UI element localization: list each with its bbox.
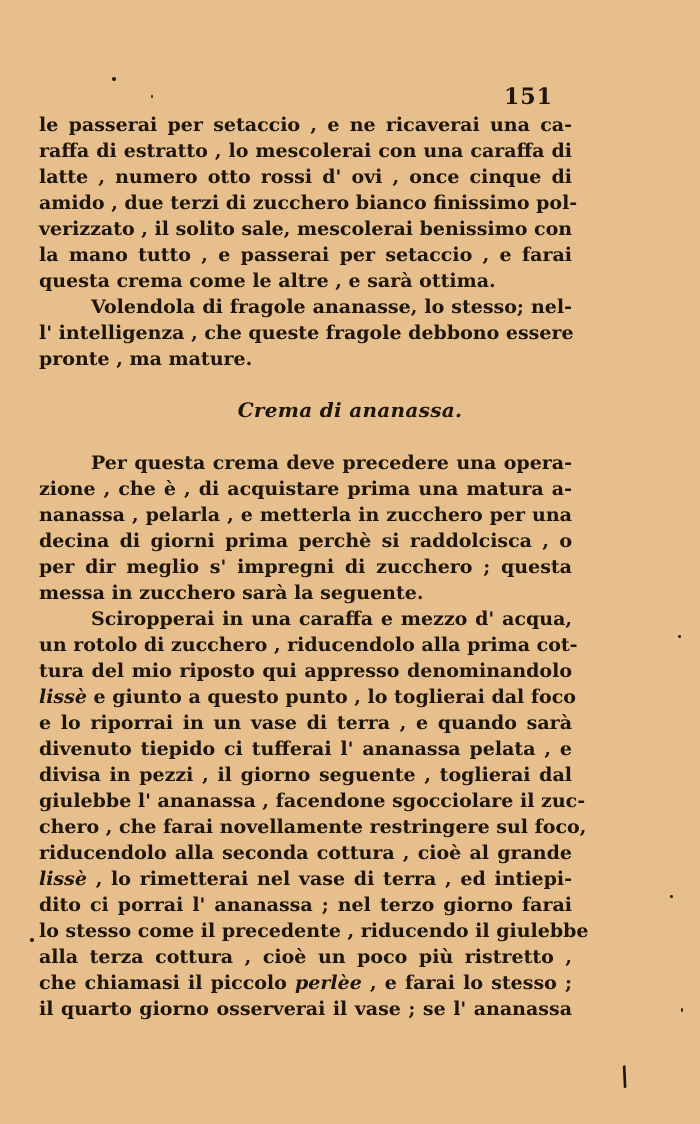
text-line: nanassa , pelarla , e metterla in zucchero per una — [39, 504, 572, 526]
text-line: riducendolo alla seconda cottura , cioè al grande — [39, 842, 572, 864]
text-line: divenuto tiepido ci tufferai l' ananassa pelata , e — [39, 738, 572, 760]
text-line: amido , due terzi di zucchero bianco finissimo pol- — [39, 192, 578, 214]
text-line: latte , numero otto rossi d' ovi , once cinque di — [39, 166, 572, 188]
text-line: decina di giorni prima perchè si raddolcisca , o — [39, 530, 572, 552]
text-line: le passerai per setaccio , e ne ricaverai una ca- — [39, 114, 572, 136]
text-line: alla terza cottura , cioè un poco più ristretto , — [39, 946, 572, 968]
text-line: per dir meglio s' impregni di zucchero ; questa — [39, 556, 572, 578]
text-line — [39, 684, 576, 710]
ink-speck — [670, 895, 673, 898]
text-line: Volendola di fragole ananasse, lo stesso; nel- — [91, 296, 572, 318]
ink-mark-icon: ∕ — [615, 1061, 635, 1093]
text-line: divisa in pezzi , il giorno seguente , toglierai dal — [39, 764, 572, 786]
text-line — [39, 866, 572, 892]
text-line: l' intelligenza , che queste fragole debbono essere — [39, 322, 574, 344]
section-heading: Crema di ananassa. — [237, 398, 463, 422]
text-line: Per questa crema deve precedere una opera- — [91, 452, 572, 474]
text-line: Sciropperai in una caraffa e mezzo d' acqua, — [91, 608, 572, 630]
text-line: lo stesso come il precedente , riducendo il giulebbe — [39, 920, 589, 942]
text-line: dito ci porrai l' ananassa ; nel terzo giorno farai — [39, 894, 572, 916]
ink-speck — [151, 95, 153, 98]
italic-term: lissè — [39, 686, 87, 708]
text-line: un rotolo di zucchero , riducendolo alla prima cot- — [39, 634, 578, 656]
text-line: pronte , ma mature. — [39, 348, 253, 370]
text-span: , e farai lo stesso ; — [369, 972, 572, 994]
ink-speck — [678, 635, 681, 638]
ink-speck — [112, 77, 116, 81]
ink-speck — [681, 1008, 683, 1012]
text-block-bottom — [39, 450, 589, 1022]
text-line: chero , che farai novellamente restringere sul foco, — [39, 816, 587, 838]
text-line — [39, 970, 572, 996]
text-line: giulebbe l' ananassa , facendone sgocciolare il zuc- — [39, 790, 586, 812]
text-line: la mano tutto , e passerai per setaccio , e farai — [39, 244, 572, 266]
text-line: il quarto giorno osserverai il vase ; se l' ananassa — [39, 998, 572, 1020]
text-line: zione , che è , di acquistare prima una matura a- — [39, 478, 572, 500]
text-line: tura del mio riposto qui appresso denominandolo — [39, 660, 572, 682]
text-block-top — [39, 112, 578, 372]
page-number: 151 — [504, 84, 553, 110]
italic-term: lissè — [39, 868, 87, 890]
text-line: raffa di estratto , lo mescolerai con una caraffa di — [39, 140, 572, 162]
text-line: messa in zucchero sarà la seguente. — [39, 582, 424, 604]
italic-term: perlèe — [295, 972, 362, 994]
text-span: e giunto a questo punto , lo toglierai dal foco — [93, 686, 576, 708]
ink-speck — [30, 938, 34, 942]
text-line: questa crema come le altre , e sarà ottima. — [39, 270, 496, 292]
text-line: verizzato , il solito sale, mescolerai benissimo con — [39, 218, 573, 240]
text-line: e lo riporrai in un vase di terra , e quando sarà — [39, 712, 572, 734]
text-span: , lo rimetterai nel vase di terra , ed intiepi- — [95, 868, 572, 890]
text-span: che chiamasi il piccolo — [39, 972, 287, 994]
